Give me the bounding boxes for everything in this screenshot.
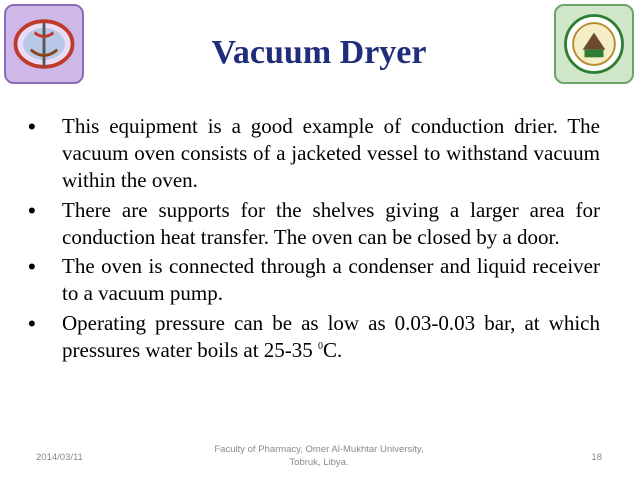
bullet-icon: • [28,311,36,337]
slide-title: Vacuum Dryer [211,34,427,71]
footer-affiliation-line1: Faculty of Pharmacy, Omer Al-Mukhtar University, [214,444,424,455]
bullet-text: There are supports for the shelves giving a larger area for conduction heat transfer. The oven can be closed by a door. [62,197,600,249]
footer-affiliation [0,444,638,470]
bullet-item [28,253,600,307]
bullet-list [28,113,600,367]
bullet-text: Operating pressure can be as low as 0.03-0.03 bar, at which pressures water boils at 25-35 [62,311,600,362]
bullet-item [28,197,600,251]
footer-affiliation-line2: Tobruk, Libya. [289,456,349,468]
page-number: 18 [591,452,602,463]
degree-superscript: 0 [318,341,324,352]
bullet-icon: • [28,254,36,280]
bullet-text: This equipment is a good example of conduction drier. The vacuum oven consists of a jacketed vessel to withstand vacuum within the oven. [62,114,600,192]
bullet-icon: • [28,197,36,223]
bullet-text-end: C. [323,338,343,362]
bullet-text: The oven is connected through a condenser and liquid receiver to a vacuum pump. [62,254,600,306]
bullet-icon: • [28,114,36,139]
footer-date: 2014/03/11 [36,452,83,463]
bullet-item [28,310,600,364]
bullet-item [28,113,600,194]
